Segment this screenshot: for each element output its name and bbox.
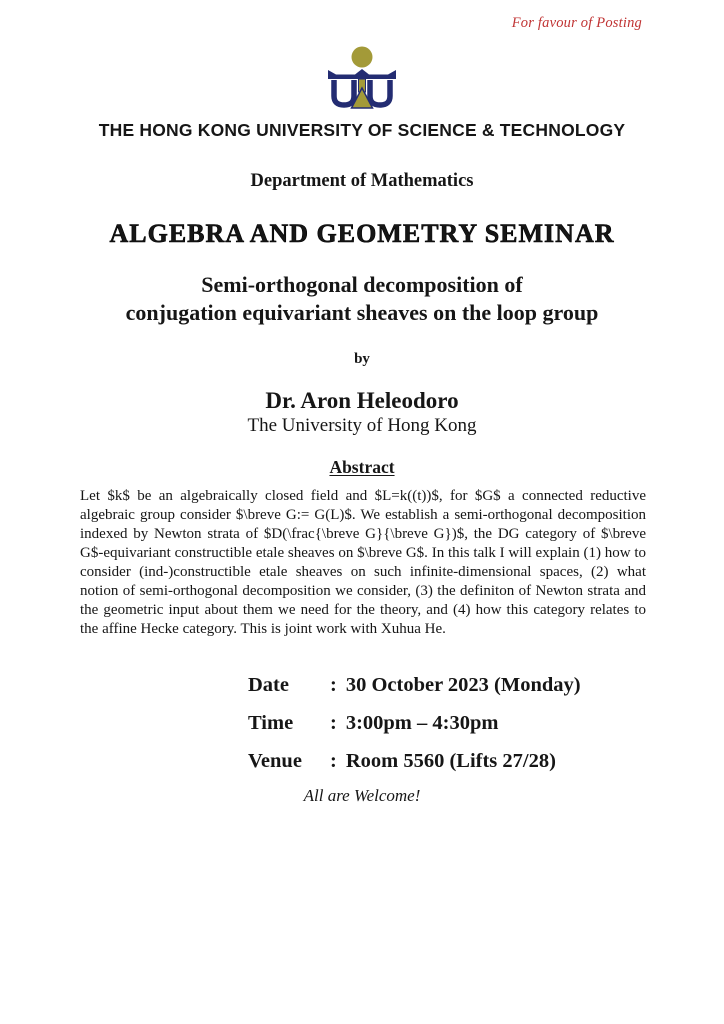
detail-label-venue: Venue [248, 750, 302, 772]
talk-title [0, 271, 724, 327]
detail-separator: : [330, 712, 337, 734]
posting-note: For favour of Posting [511, 15, 642, 31]
seminar-series-title: ALGEBRA AND GEOMETRY SEMINAR [109, 219, 615, 248]
event-details [248, 672, 724, 774]
by-label: by [354, 351, 370, 367]
detail-value-time: 3:00pm – 4:30pm [345, 712, 499, 734]
talk-title-line2: conjugation equivariant sheaves on the loop group [125, 300, 599, 325]
welcome-note: All are Welcome! [303, 786, 421, 805]
talk-title-line1: Semi-orthogonal decomposition of [201, 272, 523, 297]
logo-right-u [370, 80, 390, 105]
detail-row-date [248, 672, 724, 698]
university-name: THE HONG KONG UNIVERSITY OF SCIENCE & TECHNOLOGY [98, 120, 626, 140]
abstract-heading: Abstract [329, 457, 395, 477]
speaker-name: Dr. Aron Heleodoro [265, 388, 459, 413]
detail-value-venue: Room 5560 (Lifts 27/28) [345, 750, 556, 772]
department-name: Department of Mathematics [250, 171, 474, 191]
logo-sun-icon [352, 47, 373, 68]
detail-label-date: Date [248, 674, 289, 696]
detail-label-time: Time [248, 712, 294, 734]
logo-left-u [334, 80, 354, 105]
speaker-affiliation: The University of Hong Kong [247, 415, 477, 436]
detail-separator: : [330, 674, 337, 696]
detail-row-time [248, 710, 724, 736]
abstract-text: Let $k$ be an algebraically closed field and $L=k((t))$, for $G$ a connected reductive algebraic group consider $\breve G:= G(L)$. We establish a semi-orthogonal decomposition indexed by Newton strata of $D(\frac{\breve G}{\breve G})$, the DG category of $\breve G$-equivariant constructible etale sheaves on $\breve G$. In this talk I will explain (1) how to consider (ind-)constructible etale sheaves on such infinite-dimensional spaces, (2) what notion of semi-orthogonal decomposition we consider, (3) the definiton of Newton strata and the geometric input about them we need for the theory, and (4) how this category relates to the affine Hecke category. This is joint work with Xuhua He. [80, 488, 646, 637]
detail-value-date: 30 October 2023 (Monday) [345, 674, 581, 696]
hkust-logo-graphic [324, 46, 400, 110]
detail-row-venue [248, 748, 724, 774]
detail-separator: : [330, 750, 337, 772]
logo-center-notch [355, 69, 369, 75]
